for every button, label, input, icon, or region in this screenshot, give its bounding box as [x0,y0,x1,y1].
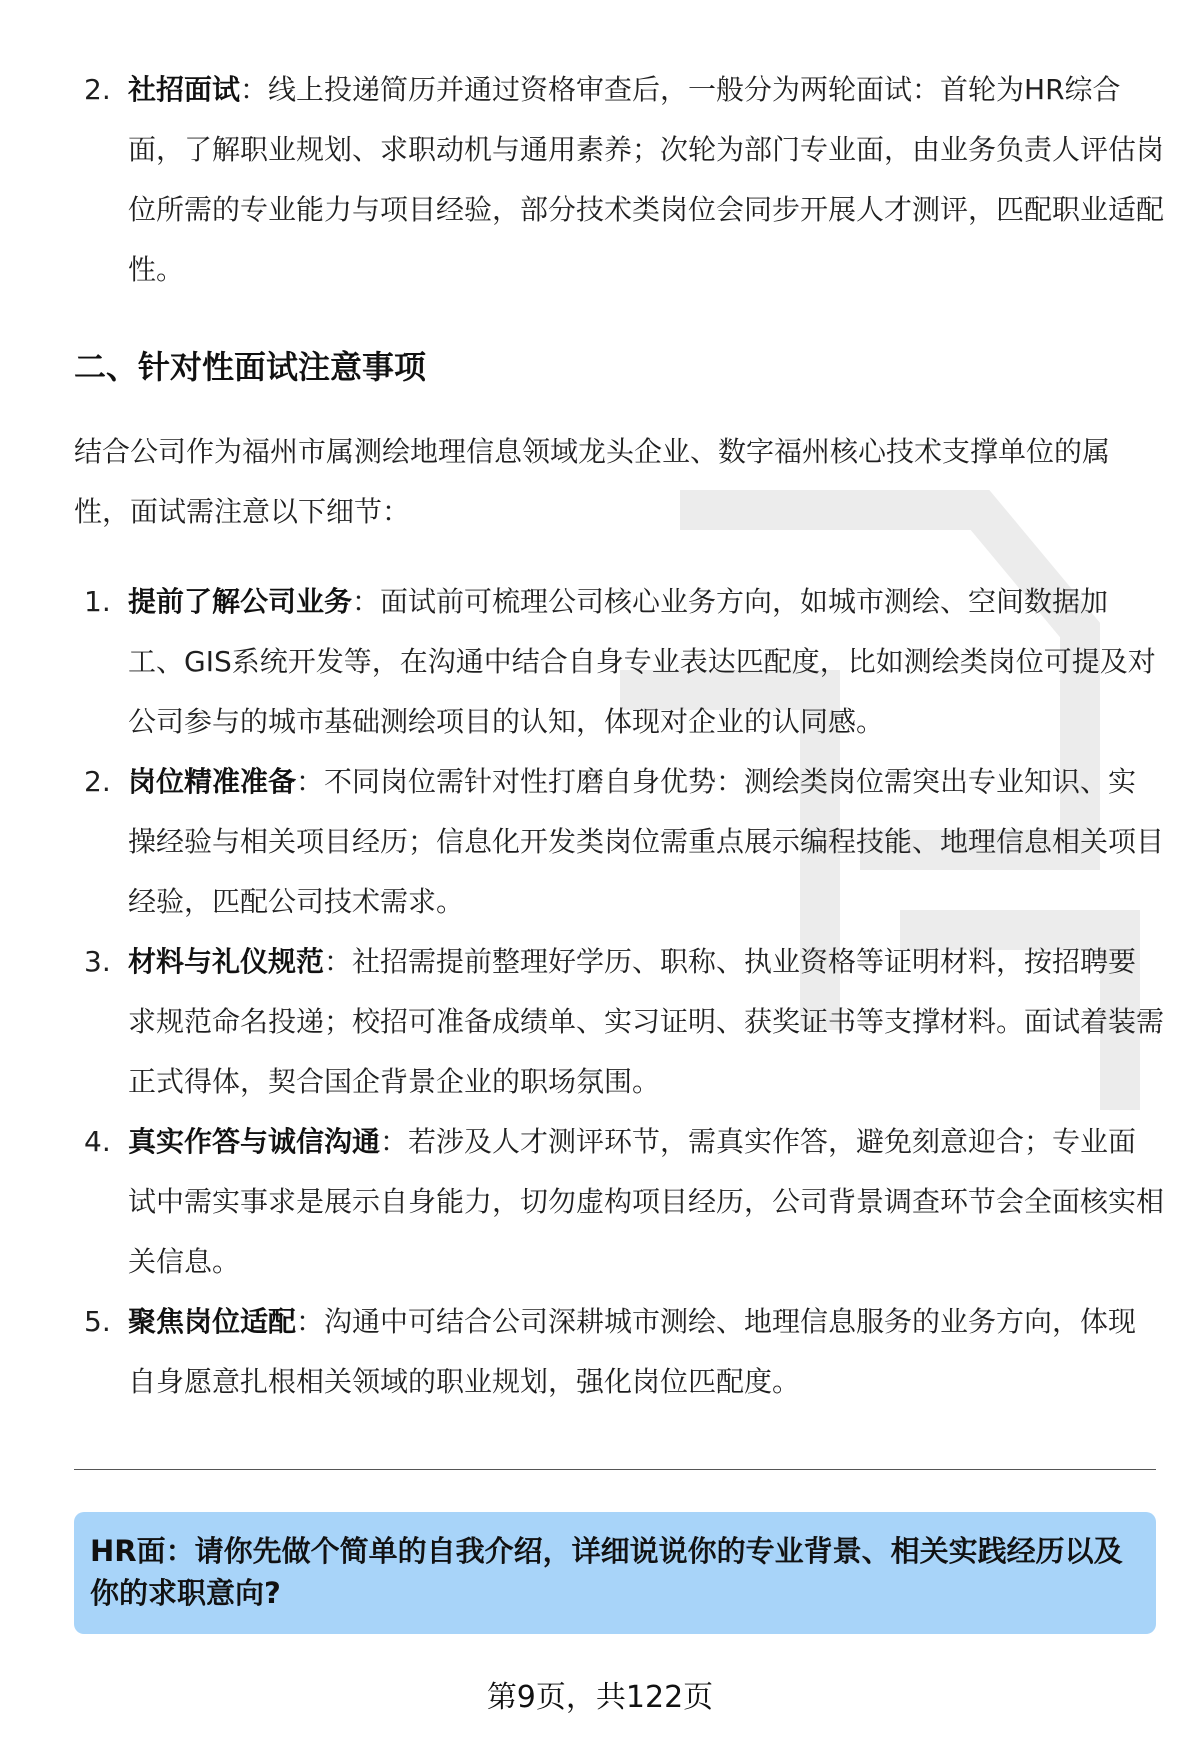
section-divider [74,1469,1156,1470]
list-item [74,1112,1164,1292]
section-heading: 二、针对性面试注意事项 [74,348,427,386]
list-text: ：线上投递简历并通过资格审查后，一般分为两轮面试：首轮为HR综合面，了解职业规划、求职动机与通用素养；次轮为部门专业面，由业务负责人评估岗位所需的专业能力与项目经验，部分技术类岗位会同步开展人才测评，匹配职业适配性。 [128,73,1165,286]
hr-question-box [74,1512,1156,1634]
list-item [74,752,1164,932]
list-text: ：社招需提前整理好学历、职称、执业资格等证明材料，按招聘要求规范命名投递；校招可准备成绩单、实习证明、获奖证书等支撑材料。面试着装需正式得体，契合国企背景企业的职场氛围。 [128,945,1165,1098]
notes-list [74,572,1164,1412]
list-number: 4. [84,1125,111,1158]
list-item [74,1292,1164,1412]
list-item [74,572,1164,752]
list-item [74,60,1164,300]
page-footer: 第9页，共122页 [486,1680,714,1715]
main-content [74,60,1164,1412]
list-text: ：沟通中可结合公司深耕城市测绘、地理信息服务的业务方向，体现自身愿意扎根相关领域的职业规划，强化岗位匹配度。 [128,1305,1137,1398]
list-term: 社招面试 [128,73,241,106]
section-intro: 结合公司作为福州市属测绘地理信息领域龙头企业、数字福州核心技术支撑单位的属性，面试需注意以下细节： [74,435,1111,528]
list-item [74,932,1164,1112]
list-term: 提前了解公司业务 [128,585,353,618]
interview-process-list [74,60,1164,300]
list-text: ：不同岗位需针对性打磨自身优势：测绘类岗位需突出专业知识、实操经验与相关项目经历；信息化开发类岗位需重点展示编程技能、地理信息相关项目经验，匹配公司技术需求。 [128,765,1165,918]
list-text: ：面试前可梳理公司核心业务方向，如城市测绘、空间数据加工、GIS系统开发等，在沟通中结合自身专业表达匹配度，比如测绘类岗位可提及对公司参与的城市基础测绘项目的认知，体现对企业的认同感。 [128,585,1156,738]
list-term: 材料与礼仪规范 [128,945,325,978]
hr-question-text: HR面：请你先做个简单的自我介绍，详细说说你的专业背景、相关实践经历以及你的求职意向? [90,1534,1123,1610]
list-term: 岗位精准准备 [128,765,297,798]
list-number: 1. [84,585,111,618]
list-number: 3. [84,945,111,978]
list-number: 2. [84,765,111,798]
list-number: 5. [84,1305,111,1338]
list-number: 2. [84,73,111,106]
list-term: 聚焦岗位适配 [128,1305,297,1338]
list-term: 真实作答与诚信沟通 [128,1125,381,1158]
list-text: ：若涉及人才测评环节，需真实作答，避免刻意迎合；专业面试中需实事求是展示自身能力，切勿虚构项目经历，公司背景调查环节会全面核实相关信息。 [128,1125,1165,1278]
